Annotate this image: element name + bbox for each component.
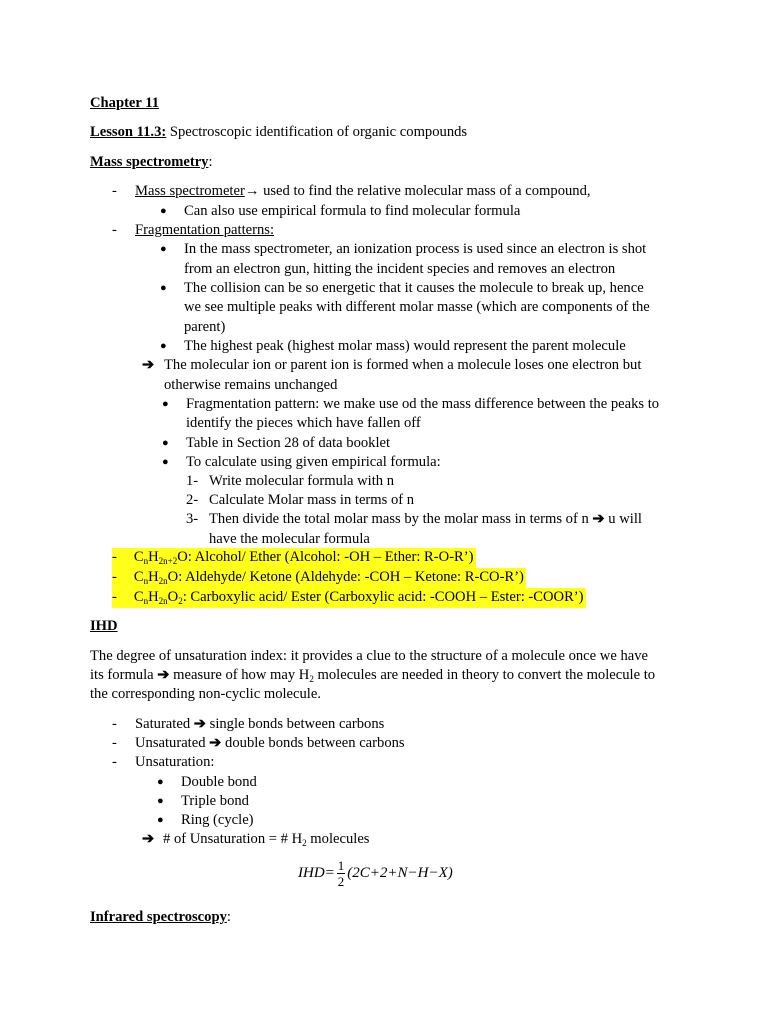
list-item-text: single bonds between carbons	[206, 716, 385, 732]
formula-text: : Carboxylic acid/ Ester (Carboxylic acid: -COOH – Ester: -COOR’)	[182, 589, 584, 605]
lesson-line	[90, 123, 467, 143]
list-item-text: otherwise remains unchanged	[164, 377, 338, 393]
ir-heading	[90, 908, 231, 928]
step-number: 3-	[186, 511, 199, 527]
ihd-paragraph: the corresponding non-cyclic molecule.	[90, 686, 321, 702]
dash-marker: -	[112, 569, 117, 585]
highlighted-formula-acid: - $C_nH_{2n}O_2$: Carboxylic acid/ Ester (Carboxylic acid: -COOH – Ester: -COOR’)	[112, 589, 584, 606]
step-text-part: Then divide the total molar mass by the molar mass in terms of n	[209, 511, 593, 527]
list-item-text: Table in Section 28 of data booklet	[186, 435, 391, 451]
arrow-icon: ➔	[142, 357, 155, 373]
arrow-icon: ➔	[193, 716, 206, 732]
list-item-text: double bonds between carbons	[221, 735, 405, 751]
heading-colon: :	[208, 154, 213, 170]
bullet-icon: ●	[157, 795, 164, 807]
list-item: # of Unsaturation = # $H_2$ molecules	[163, 831, 370, 848]
list-item-text: we see multiple peaks with different molar masse (which are components of the	[184, 299, 650, 315]
dash-marker: -	[112, 222, 117, 238]
list-item-text: The collision can be so energetic that it causes the molecule to break up, hence	[184, 280, 644, 296]
bullet-icon: ●	[157, 776, 164, 788]
bullet-icon: ●	[160, 205, 167, 217]
heading-colon: :	[226, 909, 231, 925]
list-item	[135, 182, 591, 202]
chapter-title: Chapter 11	[90, 95, 160, 111]
step-number: 1-	[186, 473, 199, 489]
fraction-numerator: 1	[337, 858, 345, 873]
dash-marker: -	[112, 589, 117, 605]
arrow-icon: ➔	[592, 511, 605, 527]
mass-spectrometer-term: Mass spectrometer	[135, 183, 245, 199]
highlighted-formula-alcohol: - $C_nH_{2n+2}O$: Alcohol/ Ether (Alcohol: -OH – Ether: R-O-R’)	[112, 549, 474, 566]
paragraph-part: measure of how may H	[169, 667, 310, 683]
dash-marker: -	[112, 716, 117, 732]
list-item-text: Saturated	[135, 716, 194, 732]
arrow-icon: ➔	[157, 667, 170, 683]
arrow-icon: ➔	[142, 831, 155, 847]
highlighted-formula-aldehyde: - $C_nH_{2n}O$: Aldehyde/ Ketone (Aldehyde: -COH – Ketone: R-CO-R’)	[112, 569, 524, 586]
lesson-title: Spectroscopic identification of organic compounds	[166, 124, 468, 140]
ihd-heading: IHD	[90, 618, 118, 634]
formula-text: O: Aldehyde/ Ketone (Aldehyde: -COH – Ketone: R-CO-R’)	[167, 569, 524, 585]
list-item-text: Can also use empirical formula to find molecular formula	[184, 203, 521, 219]
list-item-text: used to find the relative molecular mass of a compound,	[259, 183, 591, 199]
ir-heading-text: Infrared spectroscopy	[90, 909, 227, 925]
paragraph-part: its formula	[90, 667, 158, 683]
list-item-text: The highest peak (highest molar mass) would represent the parent molecule	[184, 338, 626, 354]
list-item-text: molecules	[306, 831, 370, 847]
ihd-paragraph: its formula ➔ measure of how may $H_2$ molecules are needed in theory to convert the molecule to	[90, 667, 656, 684]
formula-fraction	[337, 858, 346, 889]
bullet-icon: ●	[160, 340, 167, 352]
list-item-text: Triple bond	[181, 793, 249, 809]
bullet-icon: ●	[160, 243, 167, 255]
arrow-icon: →	[244, 183, 260, 199]
list-item-text: The molecular ion or parent ion is formed when a molecule loses one electron but	[164, 357, 642, 373]
dash-marker: -	[112, 735, 117, 751]
fraction-denominator: 2	[337, 874, 345, 889]
list-item-text: parent)	[184, 319, 226, 335]
list-item-text: identify the pieces which have fallen off	[186, 415, 421, 431]
list-item-text: In the mass spectrometer, an ionization process is used since an electron is shot	[184, 241, 647, 257]
ihd-formula	[298, 858, 453, 889]
bullet-icon: ●	[162, 437, 169, 449]
dash-marker: -	[112, 183, 117, 199]
bullet-icon: ●	[162, 398, 169, 410]
bullet-icon: ●	[157, 814, 164, 826]
paragraph-part: molecules are needed in theory to convert the molecule to	[313, 667, 656, 683]
list-item-text: Unsaturated	[135, 735, 210, 751]
arrow-icon: ➔	[209, 735, 222, 751]
step-text: Calculate Molar mass in terms of n	[209, 492, 415, 508]
dash-marker: -	[112, 549, 117, 565]
list-item-text: To calculate using given empirical formula:	[186, 454, 441, 470]
step-text	[209, 510, 642, 530]
mass-spec-heading-text: Mass spectrometry	[90, 154, 209, 170]
step-text: have the molecular formula	[209, 531, 370, 547]
bullet-icon: ●	[162, 456, 169, 468]
ihd-paragraph: The degree of unsaturation index: it provides a clue to the structure of a molecule once we have	[90, 648, 648, 664]
list-item-text: Fragmentation pattern: we make use od the mass difference between the peaks to	[186, 396, 660, 412]
step-number: 2-	[186, 492, 199, 508]
list-item-text: Double bond	[181, 774, 257, 790]
lesson-label: Lesson 11.3:	[90, 124, 167, 140]
bullet-icon: ●	[160, 282, 167, 294]
formula-rhs: (2C+2+N−H−X)	[347, 864, 453, 881]
list-item	[135, 734, 405, 754]
formula-text: O: Alcohol/ Ether (Alcohol: -OH – Ether: R-O-R’)	[177, 549, 474, 565]
formula-lhs: IHD=	[298, 864, 335, 881]
list-item-text: Unsaturation:	[135, 754, 215, 770]
step-text-part: u will	[604, 511, 642, 527]
list-item-text: Ring (cycle)	[181, 812, 254, 828]
list-item	[135, 715, 384, 735]
list-item-text: from an electron gun, hitting the incident species and removes an electron	[184, 261, 616, 277]
fragmentation-heading: Fragmentation patterns:	[135, 222, 275, 238]
step-text: Write molecular formula with n	[209, 473, 395, 489]
mass-spec-heading	[90, 153, 213, 173]
dash-marker: -	[112, 754, 117, 770]
list-item-text: # of Unsaturation = # H	[163, 831, 303, 847]
